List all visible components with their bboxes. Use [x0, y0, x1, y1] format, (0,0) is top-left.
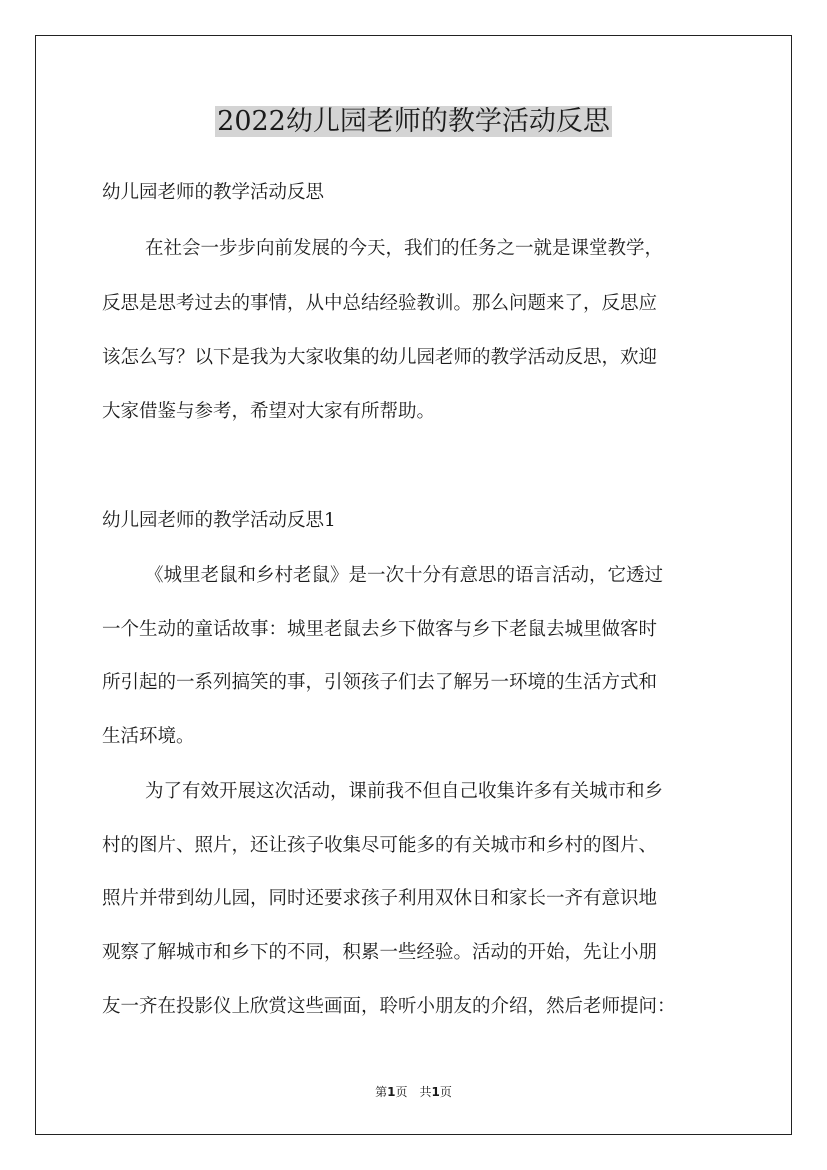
page-current-number: 1 [387, 1085, 396, 1099]
page-label-prefix: 第 [375, 1085, 388, 1099]
paragraph-line: 一个生动的童话故事：城里老鼠去乡下做客与乡下老鼠去城里做客时 [102, 619, 658, 640]
paragraph-line: 所引起的一系列搞笑的事，引领孩子们去了解另一环境的生活方式和 [102, 672, 658, 693]
intro-line: 该怎么写？以下是我为大家收集的幼儿园老师的教学活动反思，欢迎 [102, 347, 658, 368]
paragraph-line: 生活环境。 [102, 726, 195, 747]
page-label-suffix: 页 [439, 1085, 452, 1099]
document-title [0, 103, 827, 141]
paragraph-line: 《城里老鼠和乡村老鼠》是一次十分有意思的语言活动，它透过 [145, 565, 664, 586]
paragraph-line: 友一齐在投影仪上欣赏这些画面，聆听小朋友的介绍，然后老师提问： [102, 996, 676, 1017]
section-heading: 幼儿园老师的教学活动反思1 [102, 510, 336, 531]
paragraph-line: 照片并带到幼儿园，同时还要求孩子利用双休日和家长一齐有意识地 [102, 888, 658, 909]
document-title-text: 2022幼儿园老师的教学活动反思 [217, 106, 610, 137]
section-heading: 幼儿园老师的教学活动反思 [102, 182, 325, 203]
paragraph-line: 村的图片、照片，还让孩子收集尽可能多的有关城市和乡村的图片、 [102, 835, 658, 856]
page-footer [0, 1084, 827, 1100]
paragraph-line: 观察了解城市和乡下的不同，积累一些经验。活动的开始，先让小朋 [102, 942, 658, 963]
page-label-mid: 页 共 [395, 1085, 432, 1099]
intro-line: 大家借鉴与参考，希望对大家有所帮助。 [102, 401, 436, 422]
paragraph-line: 为了有效开展这次活动，课前我不但自己收集许多有关城市和乡 [145, 781, 664, 802]
page-total-number: 1 [431, 1085, 440, 1099]
intro-line: 反思是思考过去的事情，从中总结经验教训。那么问题来了，反思应 [102, 293, 658, 314]
intro-line: 在社会一步步向前发展的今天，我们的任务之一就是课堂教学， [145, 238, 664, 259]
